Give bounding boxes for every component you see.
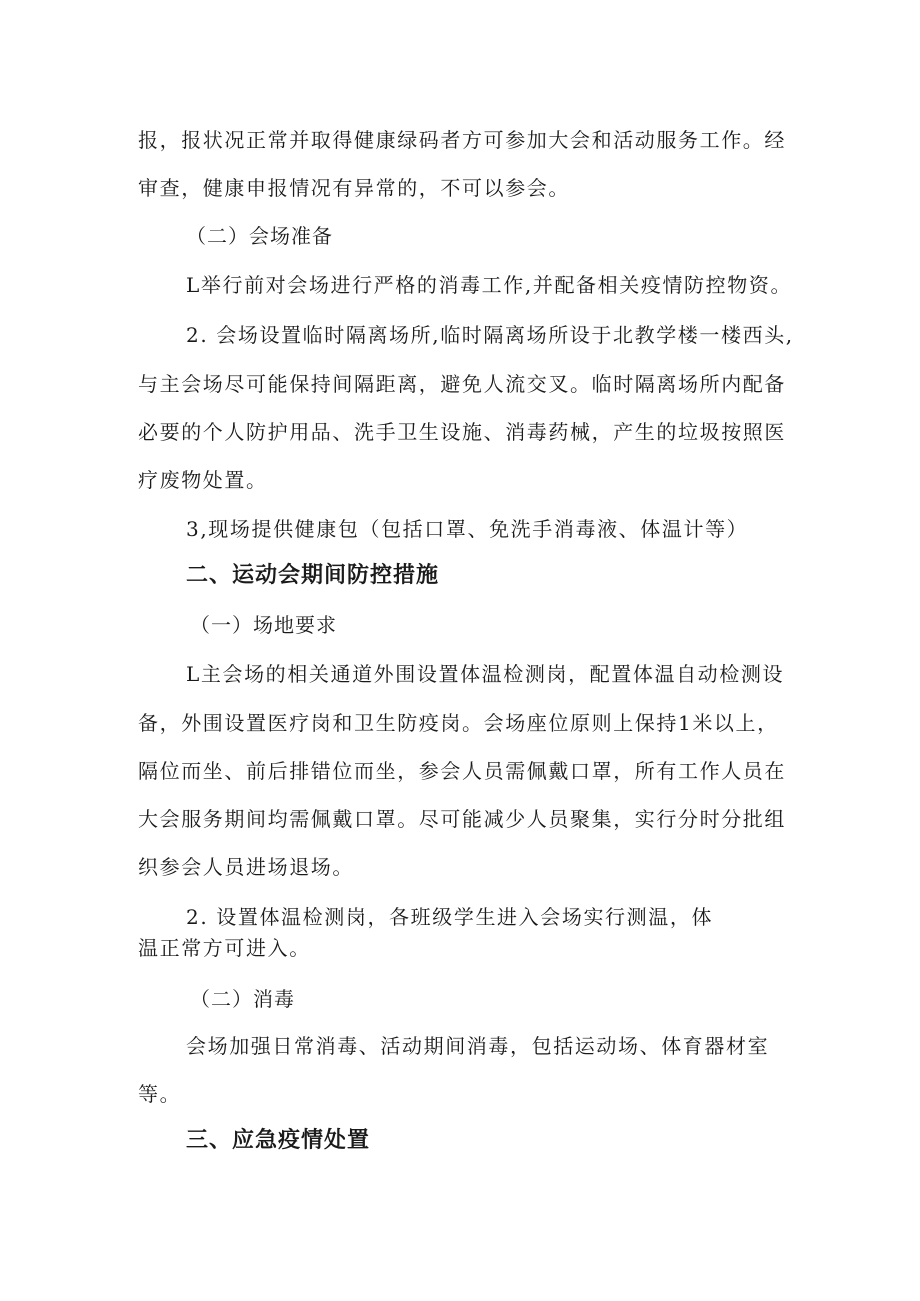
paragraph-line: 温正常方可进入。 — [138, 936, 311, 960]
list-item-prep-3: 3,现场提供健康包（包括口罩、免洗手消毒液、体温计等） — [186, 517, 749, 541]
paragraph-line: 必要的个人防护用品、洗手卫生设施、消毒药械，产生的垃圾按照医 — [138, 420, 786, 444]
paragraph-line: 疗废物处置。 — [138, 468, 268, 492]
section-heading-3: 三、应急疫情处置 — [186, 1128, 371, 1153]
paragraph-line: 织参会人员进场退场。 — [138, 855, 354, 879]
paragraph-line: 隔位而坐、前后排错位而坐，参会人员需佩戴口罩，所有工作人员在 — [138, 759, 786, 783]
list-item-site-1: L主会场的相关通道外围设置体温检测岗，配置体温自动检测设 — [186, 662, 785, 686]
paragraph-line: 报，报状况正常并取得健康绿码者方可参加大会和活动服务工作。经 — [138, 128, 786, 152]
list-item-site-2: 2. 设置体温检测岗，各班级学生进入会场实行测温，体 — [186, 905, 714, 929]
paragraph-line: 会场加强日常消毒、活动期间消毒，包括运动场、体育器材室 — [186, 1034, 770, 1058]
paragraph-line: 审查，健康申报情况有异常的，不可以参会。 — [138, 176, 570, 200]
paragraph-line: 等。 — [138, 1082, 182, 1106]
subsection-title-venue-prep: （二）会场准备 — [186, 224, 333, 248]
subsection-title-disinfect: （二）消毒 — [190, 987, 295, 1011]
paragraph-line: 大会服务期间均需佩戴口罩。尽可能减少人员聚集，实行分时分批组 — [138, 807, 786, 831]
list-item-prep-1: L举行前对会场进行严格的消毒工作,并配备相关疫情防控物资。 — [186, 273, 793, 297]
section-heading-2: 二、运动会期间防控措施 — [186, 563, 440, 588]
paragraph-line: 与主会场尽可能保持间隔距离，避免人流交叉。临时隔离场所内配备 — [138, 372, 786, 396]
list-item-prep-2: 2. 会场设置临时隔离场所,临时隔离场所设于北教学楼一楼西头, — [186, 323, 794, 347]
paragraph-line: 备，外围设置医疗岗和卫生防疫岗。会场座位原则上保持1米以上， — [138, 711, 779, 735]
subsection-title-site-req: （一）场地要求 — [190, 613, 337, 637]
